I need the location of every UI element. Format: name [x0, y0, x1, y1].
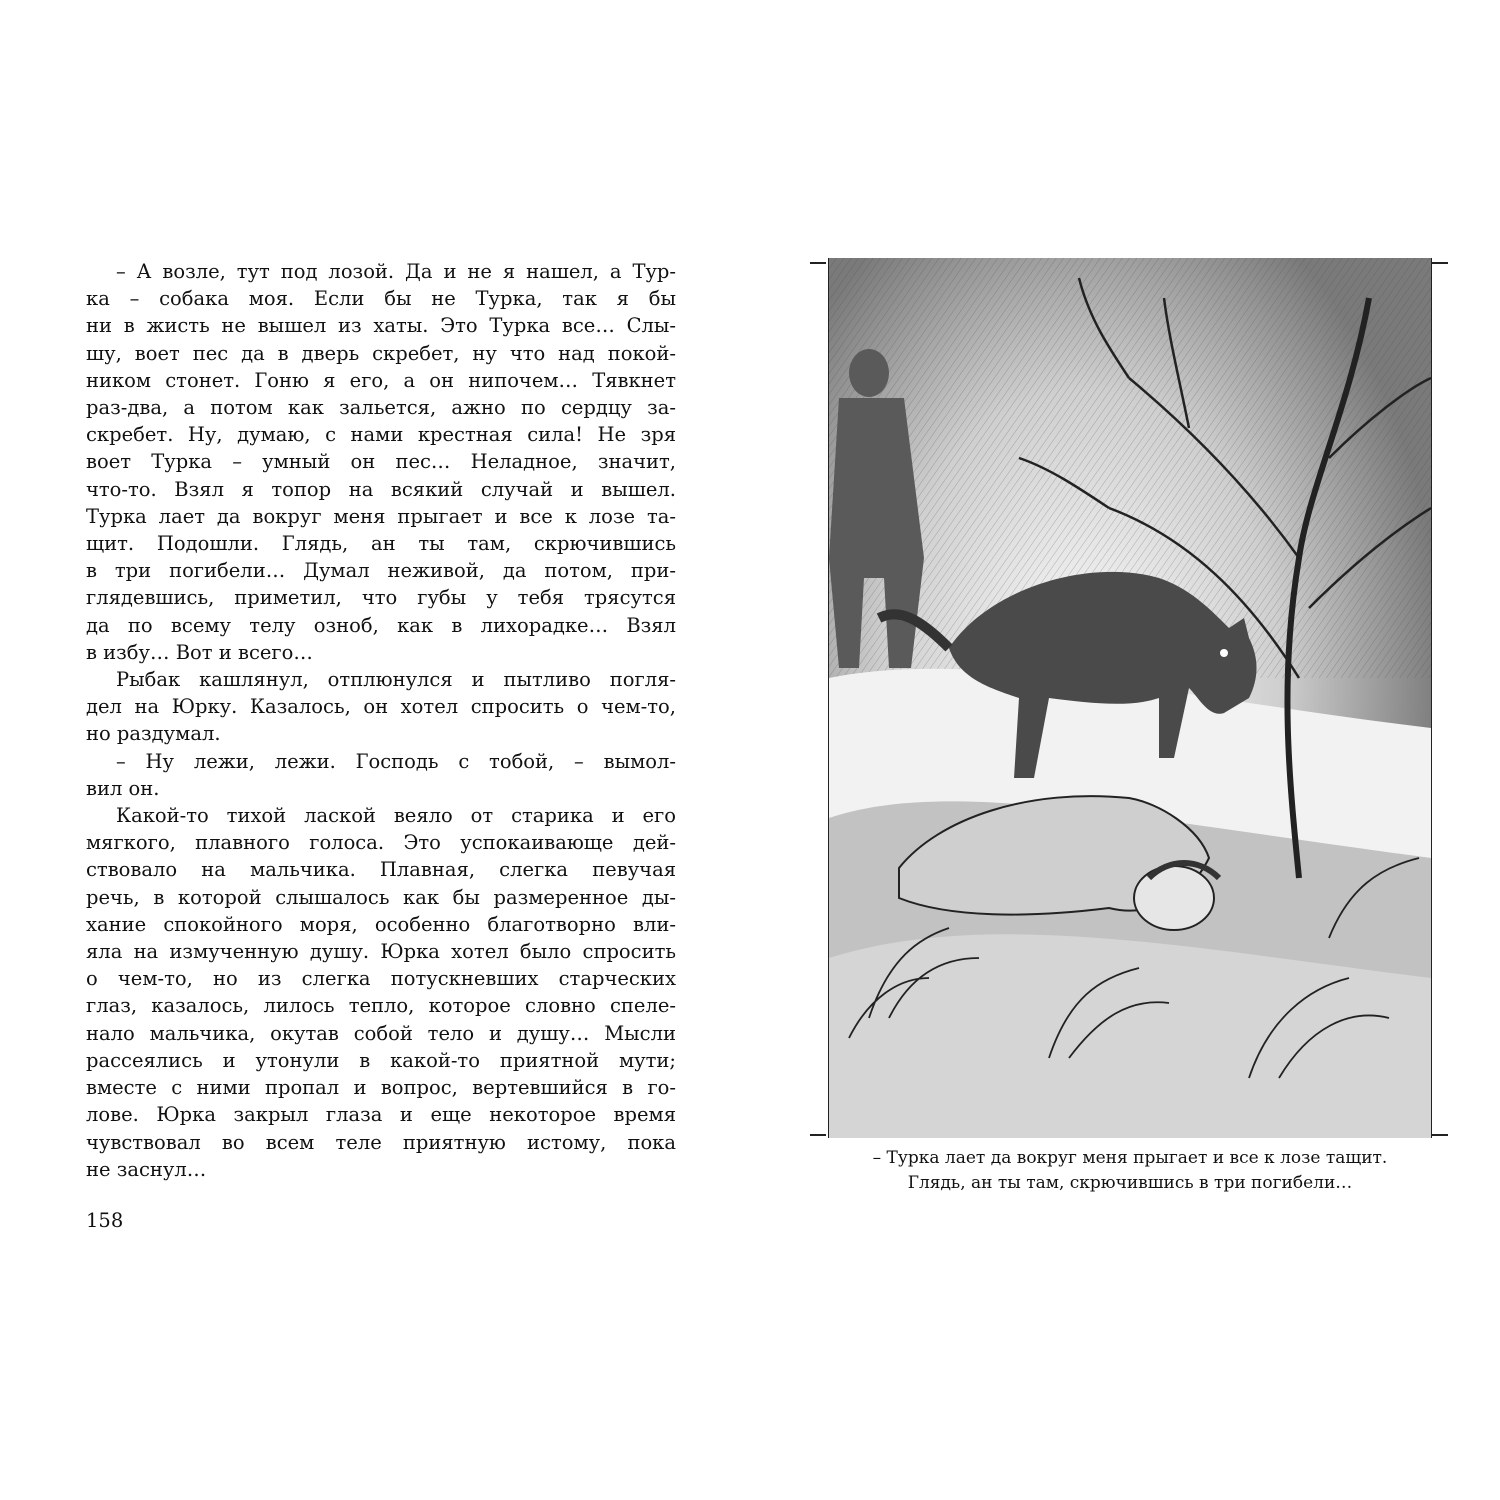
- caption-line: – Турка лает да вокруг меня прыгает и все к лозе тащит.: [872, 1148, 1388, 1168]
- text-line: да по всему телу озноб, как в лихорадке… Взял: [86, 613, 676, 637]
- text-line: Какой-то тихой лаской веяло от старика и его: [116, 804, 676, 828]
- text-line: ни в жисть не вышел из хаты. Это Турка все… Слы-: [86, 314, 676, 338]
- text-line: шу, воет пес да в дверь скребет, ну что над покой-: [86, 341, 676, 365]
- text-line: ка – собака моя. Если бы не Турка, так я бы: [86, 287, 676, 311]
- illustration: [828, 258, 1432, 1138]
- text-line: не заснул…: [86, 1157, 207, 1181]
- right-page: [750, 0, 1500, 1500]
- text-line: в избу… Вот и всего…: [86, 640, 313, 664]
- text-line: речь, в которой слышалось как бы размеренное ды-: [86, 885, 676, 909]
- text-line: но раздумал.: [86, 722, 221, 746]
- text-line: воет Турка – умный он пес… Неладное, значит,: [86, 450, 676, 474]
- text-line: хание спокойного моря, особенно благотворно вли-: [86, 912, 676, 936]
- text-line: вил он.: [86, 776, 160, 800]
- text-line: глаз, казалось, лилось тепло, которое словно спеле-: [86, 994, 676, 1018]
- text-line: глядевшись, приметил, что губы у тебя трясутся: [86, 586, 676, 610]
- text-line: яла на измученную душу. Юрка хотел было спросить: [86, 940, 676, 964]
- text-line: рассеялись и утонули в какой-то приятной мути;: [86, 1048, 676, 1072]
- text-line: нало мальчика, окутав собой тело и душу… Мысли: [86, 1021, 676, 1045]
- text-line: раз-два, а потом как зальется, ажно по сердцу за-: [86, 396, 676, 420]
- text-line: дел на Юрку. Казалось, он хотел спросить о чем-то,: [86, 695, 676, 719]
- text-line: Турка лает да вокруг меня прыгает и все к лозе та-: [86, 504, 676, 528]
- crop-mark: [1432, 262, 1448, 264]
- illustration-sketch: [829, 258, 1431, 1138]
- text-line: что-то. Взял я топор на всякий случай и вышел.: [86, 477, 676, 501]
- crop-mark: [1432, 1134, 1448, 1136]
- text-line: лове. Юрка закрыл глаза и еще некоторое время: [86, 1103, 676, 1127]
- text-line: Рыбак кашлянул, отплюнулся и пытливо погля-: [116, 668, 676, 692]
- text-line: мягкого, плавного голоса. Это успокаивающе дей-: [86, 831, 676, 855]
- text-line: чувствовал во всем теле приятную истому, пока: [86, 1130, 676, 1154]
- crop-mark: [810, 262, 826, 264]
- text-line: вместе с ними пропал и вопрос, вертевшийся в го-: [86, 1076, 676, 1100]
- text-line: ствовало на мальчика. Плавная, слегка певучая: [86, 858, 676, 882]
- text-line: – А возле, тут под лозой. Да и не я нашел, а Тур-: [116, 260, 676, 283]
- illustration-caption: [820, 1146, 1440, 1196]
- text-line: – Ну лежи, лежи. Господь с тобой, – вымол-: [116, 749, 676, 773]
- text-line: о чем-то, но из слегка потускневших старческих: [86, 967, 676, 991]
- text-line: щит. Подошли. Глядь, ан ты там, скрючившись: [86, 532, 676, 556]
- text-line: скребет. Ну, думаю, с нами крестная сила! Не зря: [86, 423, 676, 447]
- text-line: ником стонет. Гоню я его, а он нипочем… Тявкнет: [86, 368, 676, 392]
- text-line: в три погибели… Думал неживой, да потом, при-: [86, 559, 676, 583]
- body-text: [86, 258, 676, 1183]
- page-number: 158: [86, 1209, 124, 1232]
- crop-mark: [810, 1134, 826, 1136]
- caption-line: Глядь, ан ты там, скрючившись в три погибели…: [907, 1173, 1353, 1193]
